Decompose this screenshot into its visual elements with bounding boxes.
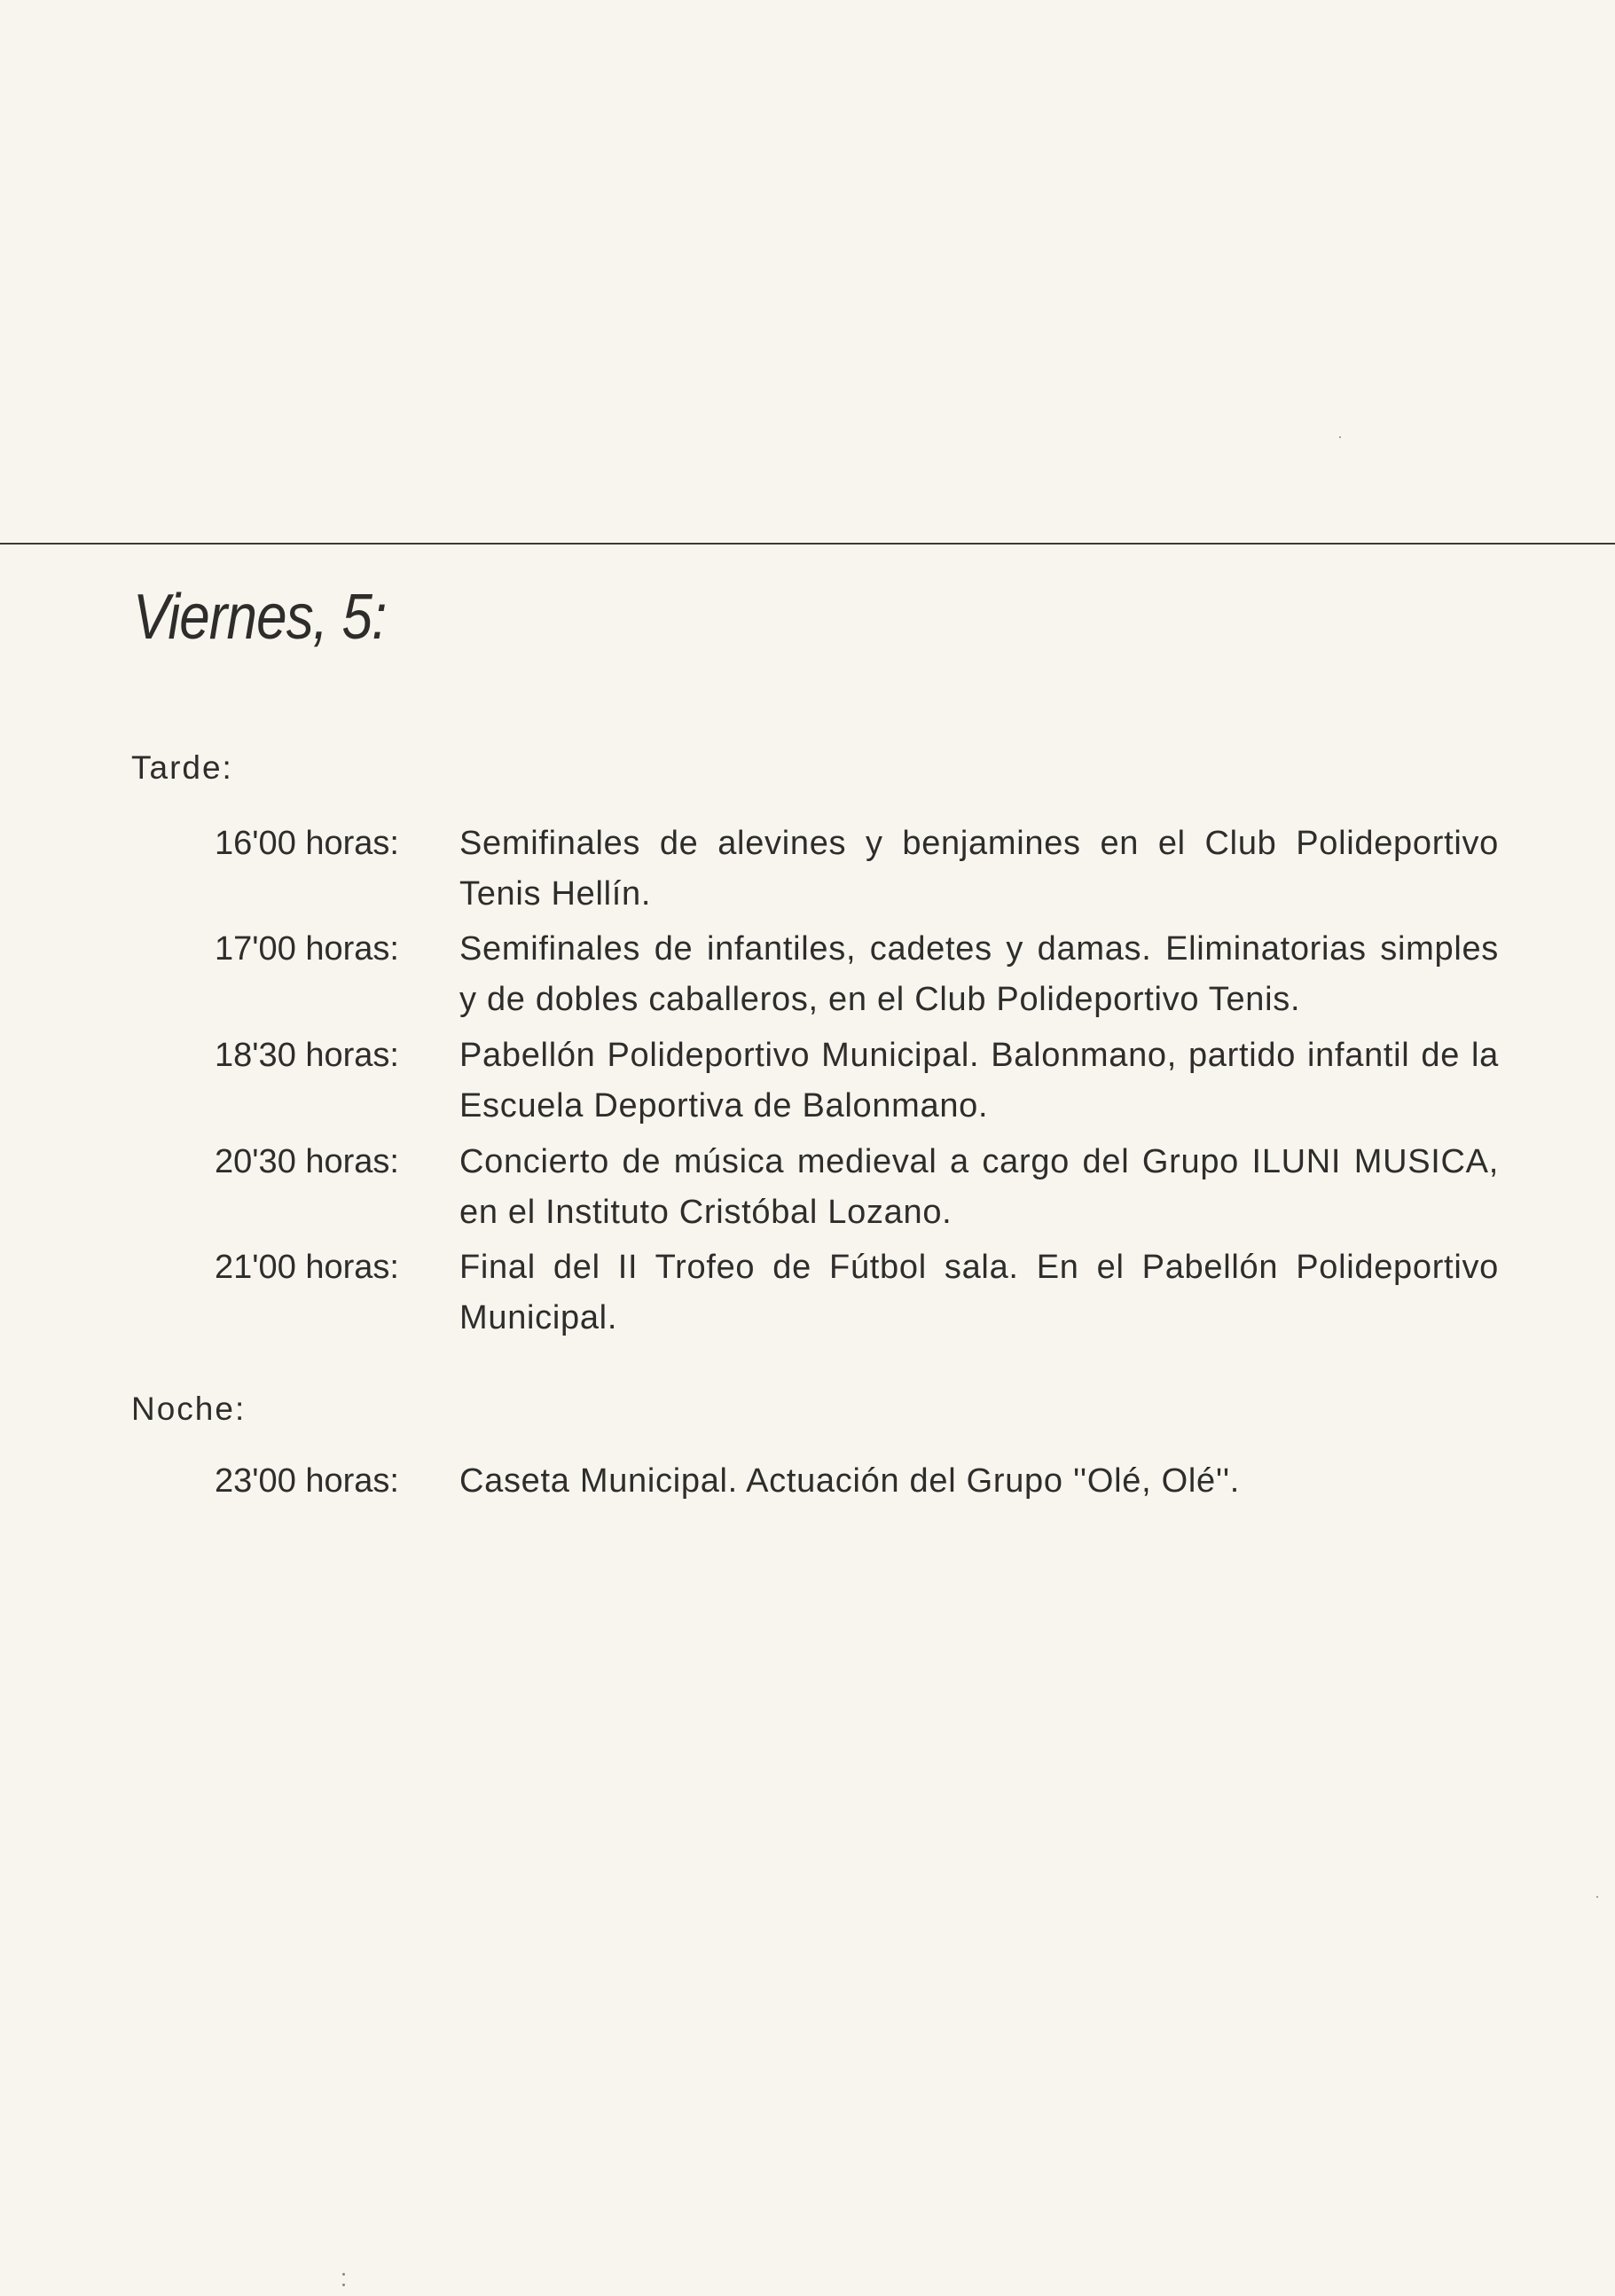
entry-description: Semifinales de infantiles, cadetes y damas. Eliminatorias simples y de dobles caballeros, en el Club Polideportivo Tenis. — [459, 930, 1499, 1018]
entry-time: 16'00 horas: — [215, 825, 399, 862]
entry-time: 20'30 horas: — [215, 1143, 399, 1180]
entry-time: 23'00 horas: — [215, 1462, 399, 1500]
entry-time: 21'00 horas: — [215, 1249, 399, 1286]
horizontal-rule — [0, 543, 1615, 545]
paper-speck — [1339, 436, 1341, 438]
day-heading: Viernes, 5: — [133, 582, 387, 653]
entry-time: 17'00 horas: — [215, 930, 399, 968]
paper-speck — [1596, 1896, 1598, 1898]
section-label-tarde: Tarde: — [131, 749, 233, 786]
entry-description: Semifinales de alevines y benjamines en el Club Polideportivo Tenis Hellín. — [459, 825, 1499, 913]
section-label-noche: Noche: — [131, 1391, 247, 1427]
entry-time: 18'30 horas: — [215, 1037, 399, 1074]
entry-description: Concierto de música medieval a cargo del Grupo ILUNI MUSICA, en el Instituto Cristóbal Lozano. — [459, 1143, 1499, 1231]
paper-speck — [342, 2273, 345, 2276]
paper-speck — [342, 2284, 345, 2286]
entry-description: Pabellón Polideportivo Municipal. Balonmano, partido infantil de la Escuela Deportiva de Balonmano. — [459, 1037, 1499, 1124]
entry-description: Final del II Trofeo de Fútbol sala. En el Pabellón Polideportivo Municipal. — [459, 1249, 1499, 1336]
entry-description: Caseta Municipal. Actuación del Grupo ''Olé, Olé''. — [459, 1462, 1241, 1500]
